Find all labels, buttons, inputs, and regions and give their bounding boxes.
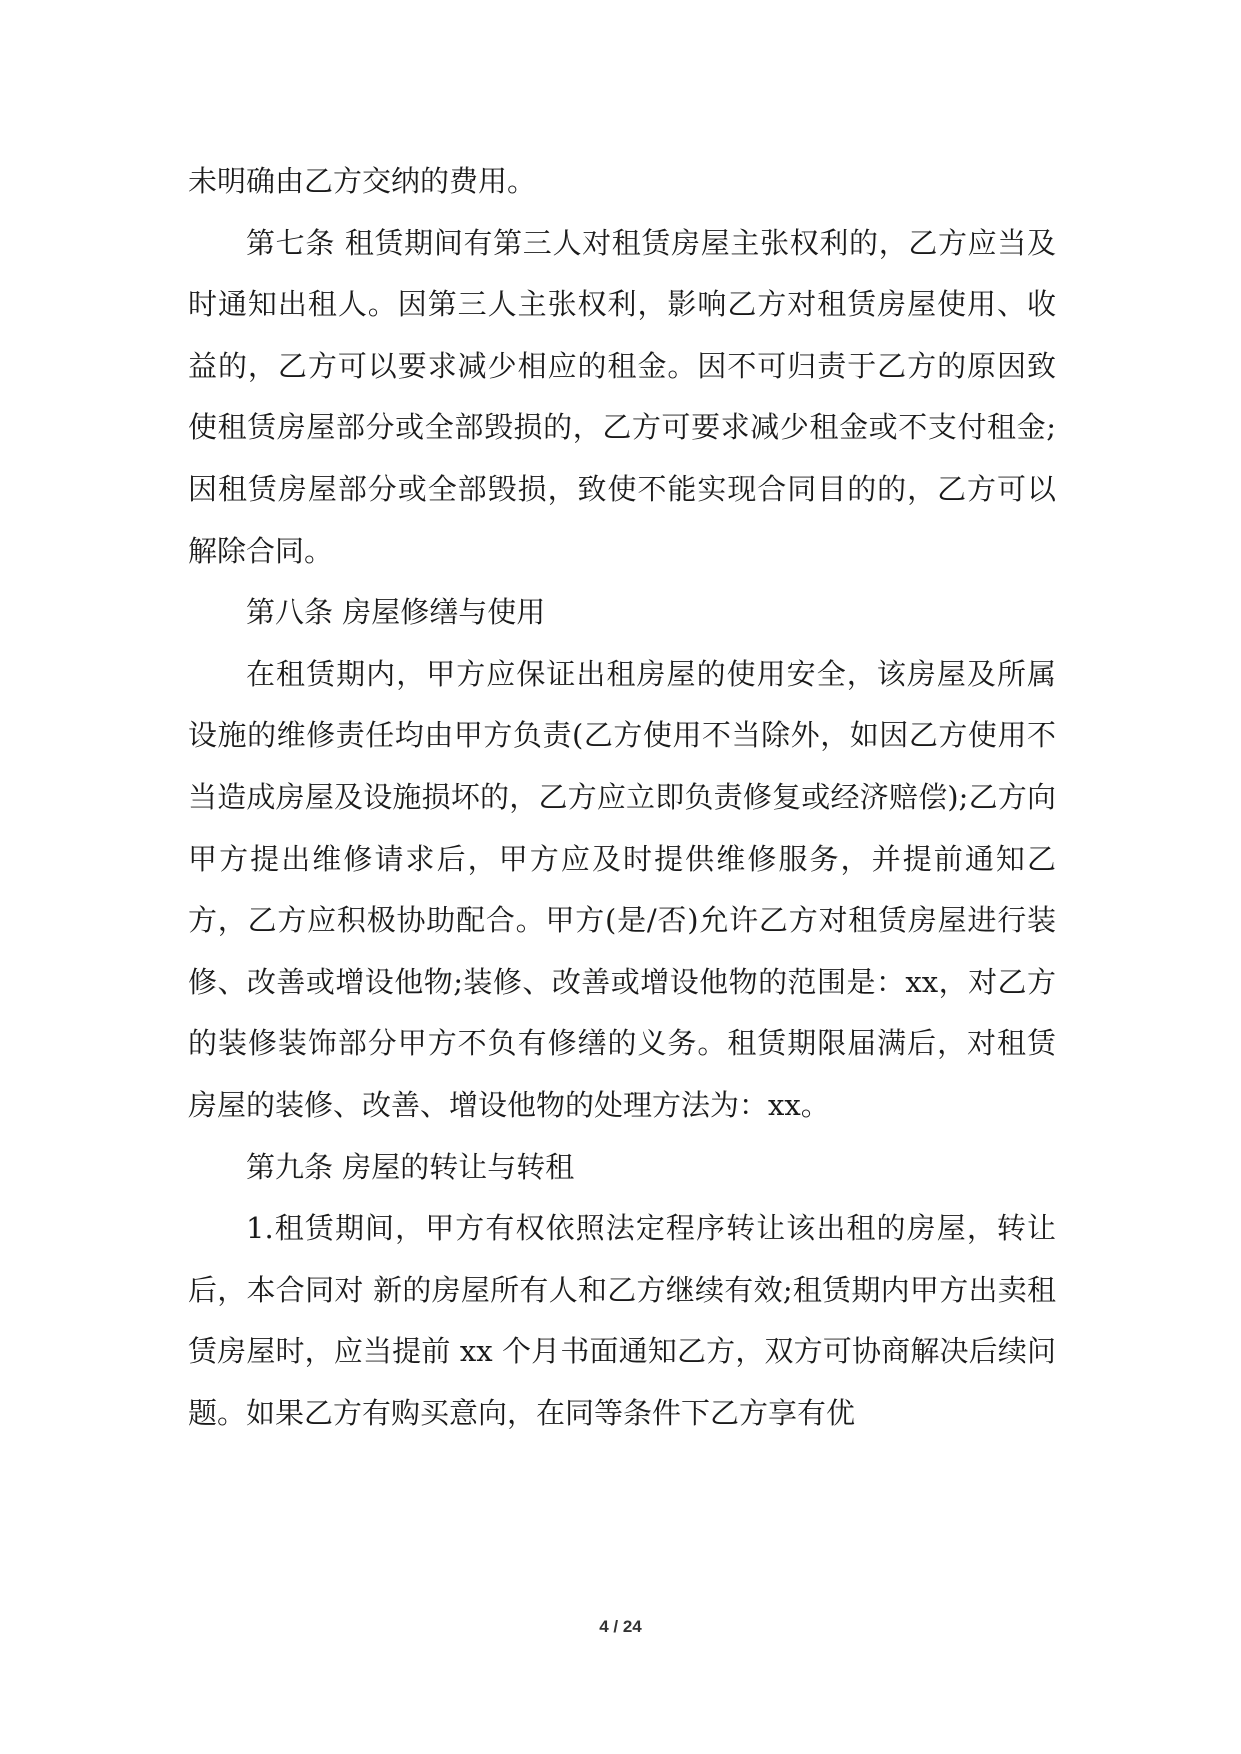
paragraph-fee-continuation: 未明确由乙方交纳的费用。 <box>188 164 537 198</box>
page-number: 4 / 24 <box>599 1617 642 1636</box>
paragraph-article-9-item-1: 1.租赁期间，甲方有权依照法定程序转让该出租的房屋，转让后，本合同对 新的房屋所有人和乙方继续有效;租赁期内甲方出卖租赁房屋时，应当提前 xx 个月书面通知乙方，双方可协商解决后续问题。如果乙方有购买意向，在同等条件下乙方享有优 <box>188 1211 1056 1430</box>
paragraph-article-8-body: 在租赁期内，甲方应保证出租房屋的使用安全，该房屋及所属设施的维修责任均由甲方负责(乙方使用不当除外，如因乙方使用不当造成房屋及设施损坏的，乙方应立即负责修复或经济赔偿);乙方向甲方提出维修请求后，甲方应及时提供维修服务，并提前通知乙方，乙方应积极协助配合。甲方(是/否)允许乙方对租赁房屋进行装修、改善或增设他物;装修、改善或增设他物的范围是：xx，对乙方的装修装饰部分甲方不负有修缮的义务。租赁期限届满后，对租赁房屋的装修、改善、增设他物的处理方法为：xx。 <box>188 656 1056 1122</box>
paragraph-article-7: 第七条 租赁期间有第三人对租赁房屋主张权利的，乙方应当及时通知出租人。因第三人主张权利，影响乙方对租赁房屋使用、收益的，乙方可以要求减少相应的租金。因不可归责于乙方的原因致使租赁房屋部分或全部毁损的，乙方可要求减少租金或不支付租金;因租赁房屋部分或全部毁损，致使不能实现合同目的的，乙方可以解除合同。 <box>188 225 1056 568</box>
heading-article-8: 第八条 房屋修缮与使用 <box>246 595 546 630</box>
document-body <box>188 151 1056 1444</box>
heading-article-9: 第九条 房屋的转让与转租 <box>246 1149 575 1184</box>
